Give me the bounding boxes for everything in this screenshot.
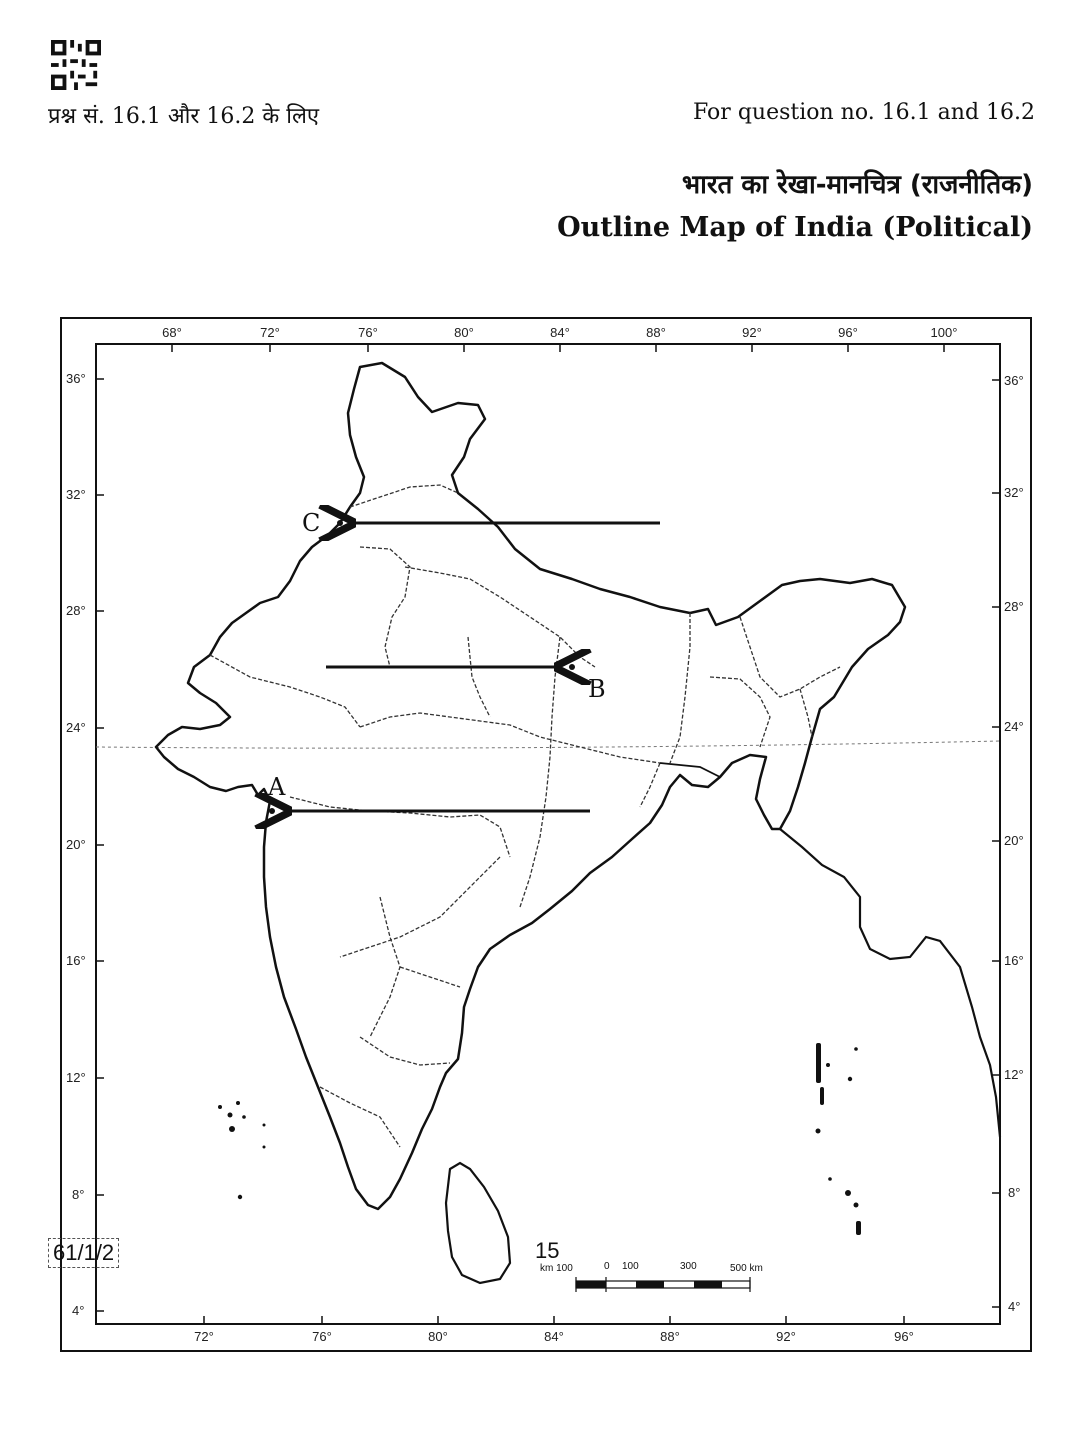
india-outline-map (60, 317, 1032, 1352)
left-lat-label: 4° (72, 1303, 85, 1318)
left-lat-label: 28° (66, 603, 86, 618)
bottom-long-label: 84° (544, 1329, 564, 1344)
scale-label-zero: 0 (604, 1261, 610, 1272)
top-long-label: 100° (930, 325, 958, 340)
qr-code (50, 40, 102, 90)
scale-bar (540, 1261, 763, 1292)
bottom-ticks (204, 1316, 904, 1324)
bay-coast (660, 763, 720, 777)
right-lat-label: 8° (1008, 1185, 1021, 1200)
left-lat-label: 36° (66, 371, 86, 386)
scale-label-100: 100 (622, 1261, 639, 1272)
right-latitude-labels (1004, 373, 1024, 1314)
left-lat-label: 24° (66, 720, 86, 735)
right-lat-label: 24° (1004, 719, 1024, 734)
right-lat-label: 20° (1004, 833, 1024, 848)
inner-frame (96, 344, 1000, 1324)
top-long-label: 84° (550, 325, 570, 340)
andaman-nicobar-islands (816, 1043, 862, 1235)
map-title-hindi: भारत का रेखा-मानचित्र (राजनीतिक) (681, 170, 1033, 200)
question-reference-hindi: प्रश्न सं. 16.1 और 16.2 के लिए (48, 104, 320, 129)
right-lat-label: 32° (1004, 485, 1024, 500)
marker-a-group (267, 773, 590, 814)
sri-lanka-outline (446, 1163, 510, 1283)
bottom-long-label: 76° (312, 1329, 332, 1344)
top-long-label: 96° (838, 325, 858, 340)
state-boundaries (210, 485, 840, 1147)
right-ticks (992, 380, 1000, 1307)
point-c (337, 520, 343, 526)
bottom-long-label: 72° (194, 1329, 214, 1344)
marker-label-c: C (302, 509, 321, 537)
top-long-label: 68° (162, 325, 182, 340)
bottom-long-label: 96° (894, 1329, 914, 1344)
page-number: 15 (535, 1238, 560, 1263)
marker-b-group (326, 664, 606, 703)
left-lat-label: 12° (66, 1070, 86, 1085)
lakshadweep-islands (218, 1101, 266, 1199)
scale-label-500km: 500 km (730, 1263, 763, 1274)
outer-frame (61, 318, 1031, 1351)
top-ticks (172, 344, 944, 352)
top-long-label: 80° (454, 325, 474, 340)
question-reference-english: For question no. 16.1 and 16.2 (693, 100, 1035, 125)
right-lat-label: 28° (1004, 599, 1024, 614)
scale-label-km100: km 100 (540, 1263, 573, 1274)
eastern-coastline (780, 829, 1000, 1137)
right-lat-label: 4° (1008, 1299, 1021, 1314)
top-long-label: 88° (646, 325, 666, 340)
paper-code: 61/1/2 (48, 1238, 119, 1268)
map-title-english: Outline Map of India (Political) (557, 212, 1033, 243)
right-lat-label: 16° (1004, 953, 1024, 968)
bottom-long-label: 80° (428, 1329, 448, 1344)
left-latitude-labels (66, 371, 86, 1318)
top-long-label: 76° (358, 325, 378, 340)
right-lat-label: 36° (1004, 373, 1024, 388)
marker-label-b: B (588, 675, 606, 703)
left-ticks (96, 379, 104, 1311)
top-long-label: 72° (260, 325, 280, 340)
bottom-long-label: 92° (776, 1329, 796, 1344)
right-lat-label: 12° (1004, 1067, 1024, 1082)
scale-label-300: 300 (680, 1261, 697, 1272)
bottom-longitude-labels (194, 1329, 914, 1344)
point-b (569, 664, 575, 670)
left-lat-label: 32° (66, 487, 86, 502)
left-lat-label: 16° (66, 953, 86, 968)
marker-label-a: A (268, 773, 286, 801)
point-a (269, 808, 275, 814)
left-lat-label: 20° (66, 837, 86, 852)
top-long-label: 92° (742, 325, 762, 340)
left-lat-label: 8° (72, 1187, 85, 1202)
bottom-long-label: 88° (660, 1329, 680, 1344)
top-longitude-labels (162, 325, 957, 340)
tropic-of-cancer-line (96, 741, 1000, 748)
